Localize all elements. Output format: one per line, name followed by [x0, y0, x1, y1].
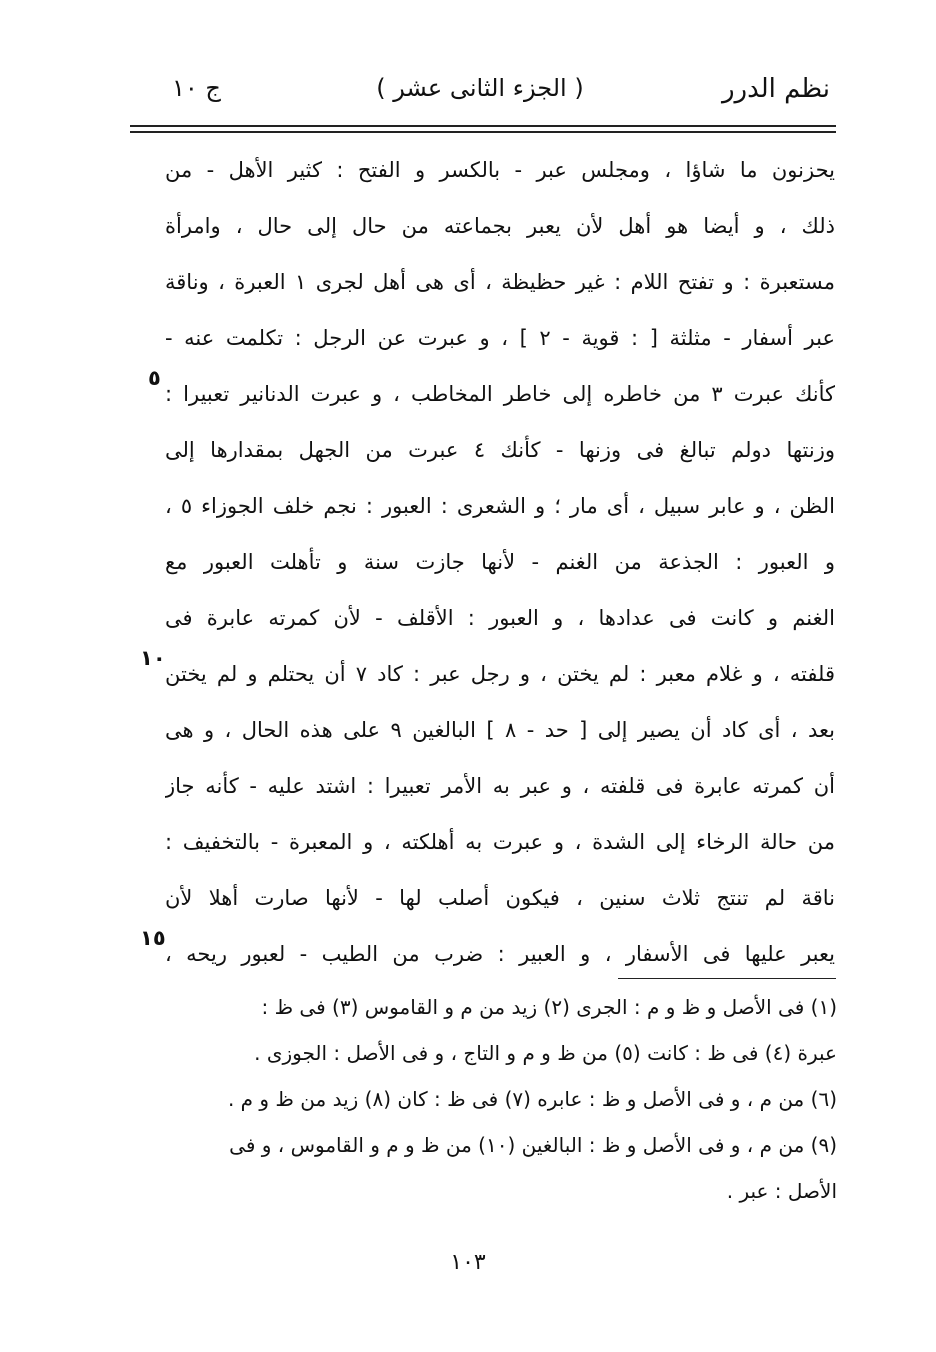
footnote-line: (٦) من م ، و فى الأصل و ظ : عابره (٧) فى ظ : كان (٨) زيد من ظ و م .	[227, 1087, 837, 1111]
text-line: أن كمرته عابرة فى قلفته ، و عبر به الأمر تعبيرا : اشتد عليه - كأنه جاز	[165, 774, 835, 798]
text-line: قلفته ، و غلام معبر : لم يختن ، و رجل عبر : كاد ٧ أن يحتلم و لم يختن	[165, 662, 835, 686]
page-header	[130, 70, 830, 114]
text-line: الغنم و كانت فى عدادها ، و العبور : الأقلف - لأن كمرته عابرة فى	[165, 606, 835, 630]
text-line: يعبر عليها فى الأسفار ، و العبير : ضرب من الطيب - لعبور ريحه ،	[165, 942, 835, 966]
text-line: و العبور : الجذعة من الغنم - لأنها جازت سنة و تأهلت العبور مع	[165, 550, 835, 574]
text-line: عبر أسفار - مثلثة [ : قوية - ٢ ] ، و عبرت عن الرجل : تكلمت عنه -	[165, 326, 835, 350]
text-line: وزنتها دولم تبالغ فى وزنها - كأنك ٤ عبرت من الجهل بمقدارها إلى	[165, 438, 835, 462]
page-number: ١٠٣	[450, 1250, 486, 1275]
footnote-line: الأصل : عبر .	[726, 1179, 837, 1203]
text-line: الظن ، و عابر سبيل ، أى مار ؛ و الشعرى : العبور : نجم خلف الجوزاء ٥ ،	[165, 494, 835, 518]
line-number-15: ١٥	[140, 926, 166, 950]
text-line: كأنك عبرت ٣ من خاطره إلى خاطر المخاطب ، و عبرت الدنانير تعبيرا :	[165, 382, 835, 406]
line-number-5: ٥	[148, 366, 161, 390]
text-line: مستعبرة : و تفتح اللام : غير حظيظة ، أى هى أهل لجرى ١ العبرة ، وناقة	[165, 270, 835, 294]
footnote-line: (٩) من م ، و فى الأصل و ظ : البالغين (١٠) من ظ و م و القاموس ، و فى	[229, 1133, 837, 1157]
footnote-rule	[618, 978, 836, 979]
text-line: بعد ، أى كاد أن يصير إلى [ حد - ٨ ] البالغين ٩ على هذه الحال ، و هى	[165, 718, 835, 742]
text-line: من حالة الرخاء إلى الشدة ، و عبرت به أهلكته ، و المعبرة - بالتخفيف :	[165, 830, 835, 854]
volume-label: ج ١٠	[172, 74, 221, 102]
line-number-10: ١٠	[140, 646, 166, 670]
header-rule-top	[130, 125, 836, 127]
footnote-line: (١) فى الأصل و ظ و م : الجرى (٢) زيد من م و القاموس (٣) فى ظ :	[261, 995, 837, 1019]
header-rule-bottom	[130, 131, 836, 133]
footnotes	[175, 984, 837, 1214]
main-text	[165, 142, 835, 982]
running-title: نظم الدرر	[721, 74, 830, 104]
text-line: ناقة لم تنتج ثلاث سنين ، فيكون أصلب لها - لأنها صارت أهلا لأن	[165, 886, 835, 910]
text-line: ذلك ، و أيضا هو أهل لأن يعبر بجماعته من حال إلى حال ، وامرأة	[165, 214, 835, 238]
footnote-line: عبرة (٤) فى ظ : كانت (٥) من ظ و م و التاج ، و فى الأصل : الجوزى .	[254, 1041, 837, 1065]
text-line: يحزنون ما شاؤا ، ومجلس عبر - بالكسر و الفتح : كثير الأهل - من	[165, 158, 835, 182]
part-label: ( الجزء الثانى عشر )	[376, 74, 584, 102]
